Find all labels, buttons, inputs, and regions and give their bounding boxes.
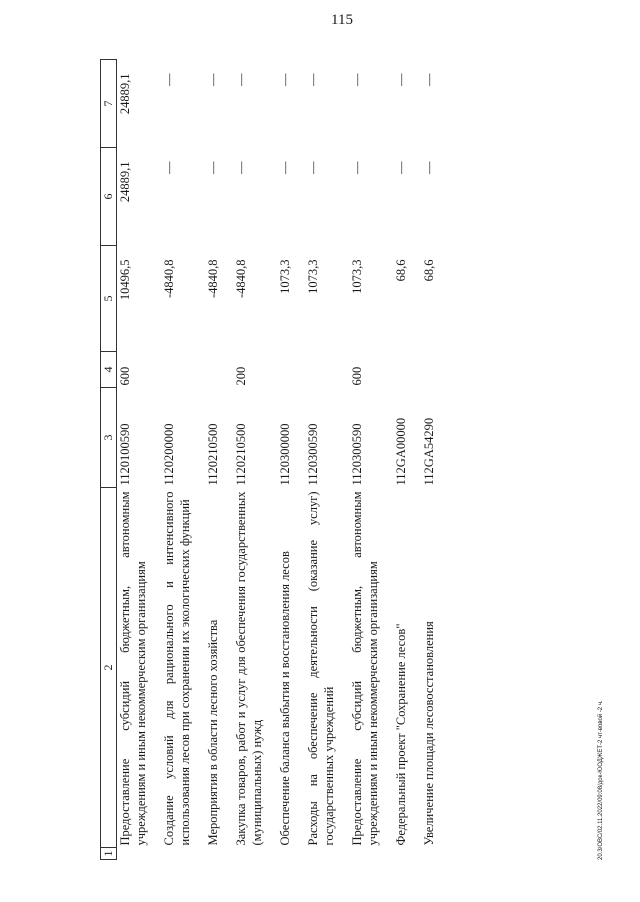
row-value-7: — [422, 73, 437, 86]
row-value-7: — [306, 73, 321, 86]
row-value-7: — [206, 73, 221, 86]
row-code: 1120210500 [206, 423, 221, 486]
row-value-5: 68,6 [394, 259, 409, 282]
row-value-6: — [350, 161, 365, 174]
row-value-7: — [394, 73, 409, 86]
row-kind: 600 [118, 366, 133, 386]
table-row [349, 60, 381, 860]
row-value-7: — [350, 73, 365, 86]
row-value-5: 1073,3 [306, 259, 321, 294]
row-kind [205, 352, 221, 388]
column-number: 2 [101, 488, 117, 848]
row-name: Закупка товаров, работ и услуг для обеспечения государственных (муниципальных) нужд [234, 491, 265, 846]
page-number: 115 [331, 12, 353, 28]
row-code: 1120100590 [118, 423, 133, 486]
row-value-6: — [206, 161, 221, 174]
row-value-6: — [306, 161, 321, 174]
row-value-5: -4840,8 [206, 259, 221, 299]
row-value-5: 68,6 [422, 259, 437, 282]
row-kind [161, 352, 193, 388]
row-code: 1120300590 [306, 423, 321, 486]
column-number: 7 [101, 60, 117, 148]
row-name: Увеличение площади лесовосстановления [422, 621, 437, 846]
row-name: Расходы на обеспечение деятельности (оказание услуг) государственных учреждений [306, 491, 337, 846]
column-number: 5 [101, 246, 117, 352]
row-value-7: — [162, 73, 177, 86]
row-code: 1120300590 [350, 423, 365, 486]
row-value-6: — [422, 161, 437, 174]
side-stamp-text: 20.3/ОВС/02.11.2022/09:08/док-ЮОДЖЕТ-2 чт-вовой -2 ч. [598, 700, 604, 860]
row-name: Мероприятия в области лесного хозяйства [206, 619, 221, 846]
row-value-5: 1073,3 [278, 259, 293, 294]
row-name: Предоставление субсидий бюджетным, автономным учреждениям и иным некоммерческим организациям [350, 491, 381, 846]
row-kind [421, 352, 437, 388]
row-name: Обеспечение баланса выбытия и восстановления лесов [278, 551, 293, 846]
row-name: Федеральный проект "Сохранение лесов" [394, 623, 409, 846]
row-code: 1120200000 [162, 423, 177, 486]
row-value-7: — [278, 73, 293, 86]
row-value-6: 24889,1 [118, 161, 133, 203]
row-value-5: -4840,8 [234, 259, 249, 299]
row-value-5: 1073,3 [350, 259, 365, 294]
row-value-6: — [162, 161, 177, 174]
row-name: Предоставление субсидий бюджетным, автономным учреждениям и иным некоммерческим организациям [118, 491, 149, 846]
row-kind: 200 [234, 366, 249, 386]
row-value-5: -4840,8 [162, 259, 177, 299]
row-value-7: 24889,1 [118, 73, 133, 115]
row-code: 112GA00000 [394, 417, 409, 486]
table-row [233, 60, 265, 860]
row-value-7: — [234, 73, 249, 86]
row-name: Создание условий для рационального и интенсивного использования лесов при сохранении их экологических функций [162, 491, 193, 846]
row-kind: 600 [350, 366, 365, 386]
side-stamp [595, 40, 607, 860]
row-value-6: — [278, 161, 293, 174]
row-value-5: 10496,5 [118, 259, 133, 301]
rotated-table-area [100, 60, 560, 860]
column-number: 4 [101, 352, 117, 388]
column-number: 1 [101, 848, 117, 860]
table-row [393, 60, 409, 860]
row-code: 1120210500 [234, 423, 249, 486]
row-kind [393, 352, 409, 388]
row-kind [277, 352, 293, 388]
row-value-6: — [234, 161, 249, 174]
row-code: 112GA54290 [422, 417, 437, 486]
table-row [161, 60, 193, 860]
row-kind [305, 352, 337, 388]
column-number: 3 [101, 388, 117, 488]
table-row [421, 60, 437, 860]
row-code: 1120300000 [278, 423, 293, 486]
row-value-6: — [394, 161, 409, 174]
column-number: 6 [101, 148, 117, 246]
table-row [205, 60, 221, 860]
table-row [277, 60, 293, 860]
table-row [117, 60, 150, 860]
budget-table-rotated [100, 60, 560, 860]
budget-table [100, 59, 437, 860]
column-number-row [101, 60, 117, 860]
table-row [305, 60, 337, 860]
